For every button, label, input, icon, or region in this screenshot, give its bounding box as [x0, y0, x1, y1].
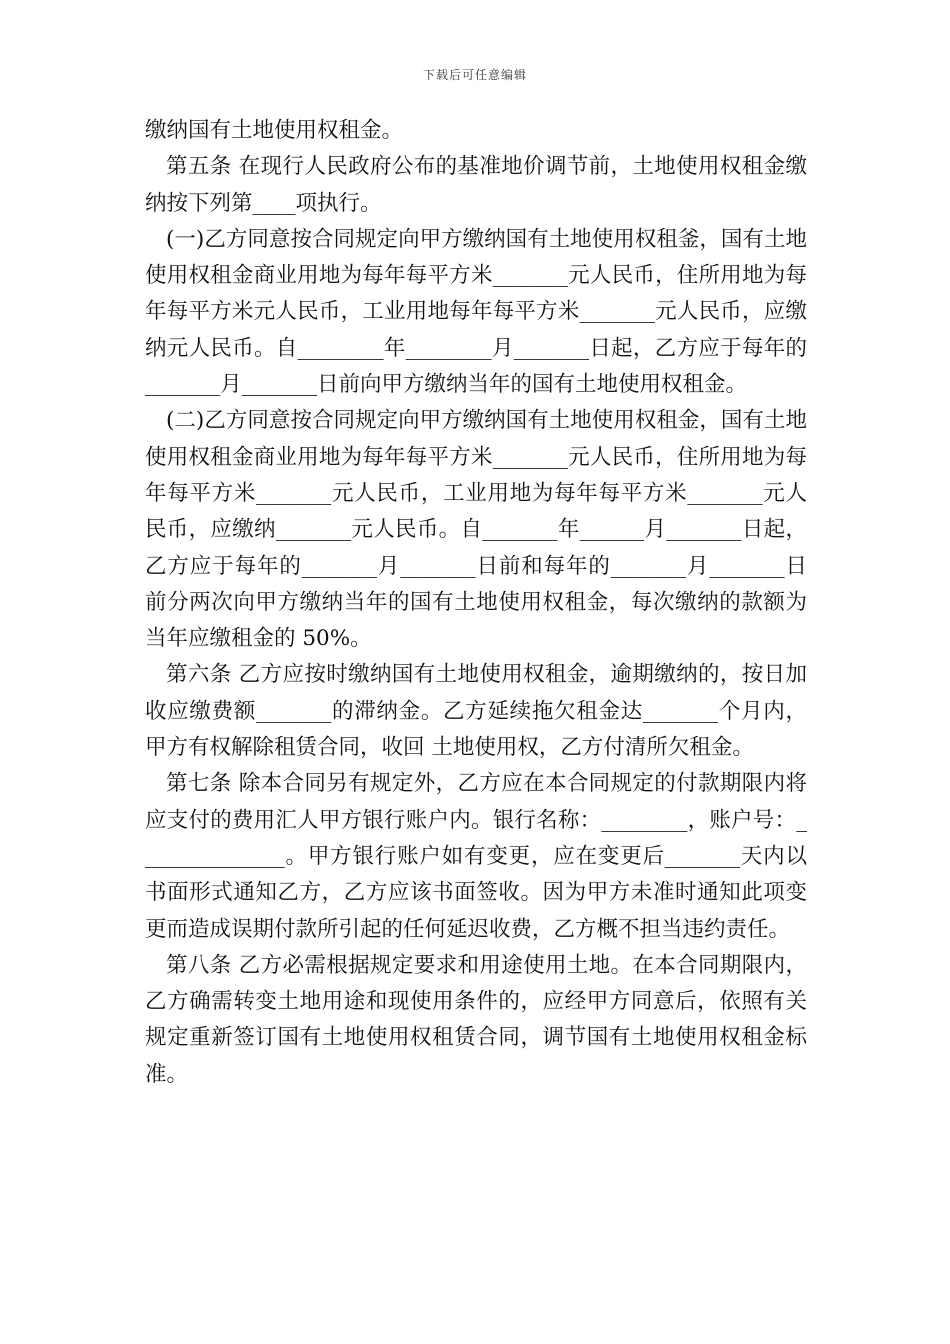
- paragraph-article-5: 第五条 在现行人民政府公布的基准地价调节前，土地使用权租金缴纳按下列第____项执行。: [145, 154, 807, 216]
- paragraph-continuation: 缴纳国有土地使用权租金。: [145, 118, 404, 143]
- paragraph-option-1: (一)乙方同意按合同规定向甲方缴纳国有土地使用权租釜，国有土地使用权租金商业用地为每年每平方米_______元人民币，住所用地为每年每平方米元人民币，工业用地每年每平方米_______元人民币，应缴纳元人民币。自________年________月_______日起，乙方应于每年的_______月_______日前向甲方缴纳当年的国有土地使用权租金。: [145, 226, 807, 398]
- paragraph-article-6: 第六条 乙方应按时缴纳国有土地使用权租金，逾期缴纳的，按日加收应缴费额_______的滞纳金。乙方延续拖欠租金达_______个月内，甲方有权解除租赁合同，收回 土地使用权，乙方付清所欠租金。: [145, 662, 807, 761]
- paragraph-option-2: (二)乙方同意按合同规定向甲方缴纳国有土地使用权租金，国有土地使用权租金商业用地为每年每平方米_______元人民币，住所用地为每年每平方米_______元人民币，工业用地为每年每平方米_______元人民币，应缴纳_______元人民币。自_______年______月_______日起，乙方应于每年的_______月_______日前和每年的_______月_______日前分两次向甲方缴纳当年的国有土地使用权租金，每次缴纳的款额为当年应缴租金的 50%。: [145, 408, 807, 652]
- header-note: 下载后可任意编辑: [422, 68, 527, 82]
- document-body: [145, 113, 807, 1093]
- paragraph-article-7: 第七条 除本合同另有规定外，乙方应在本合同规定的付款期限内将应支付的费用汇人甲方银行账户内。银行名称：________，账户号：______________。甲方银行账户如有变更，应在变更后_______天内以书面形式通知乙方，乙方应该书面签收。因为甲方未准时通知此项变更而造成误期付款所引起的任何延迟收费，乙方概不担当违约责任。: [145, 771, 807, 942]
- paragraph-article-8: 第八条 乙方必需根据规定要求和用途使用土地。在本合同期限内，乙方确需转变土地用途和现使用条件的，应经甲方同意后，依照有关规定重新签订国有土地使用权租赁合同，调节国有土地使用权租金标准。: [145, 952, 807, 1087]
